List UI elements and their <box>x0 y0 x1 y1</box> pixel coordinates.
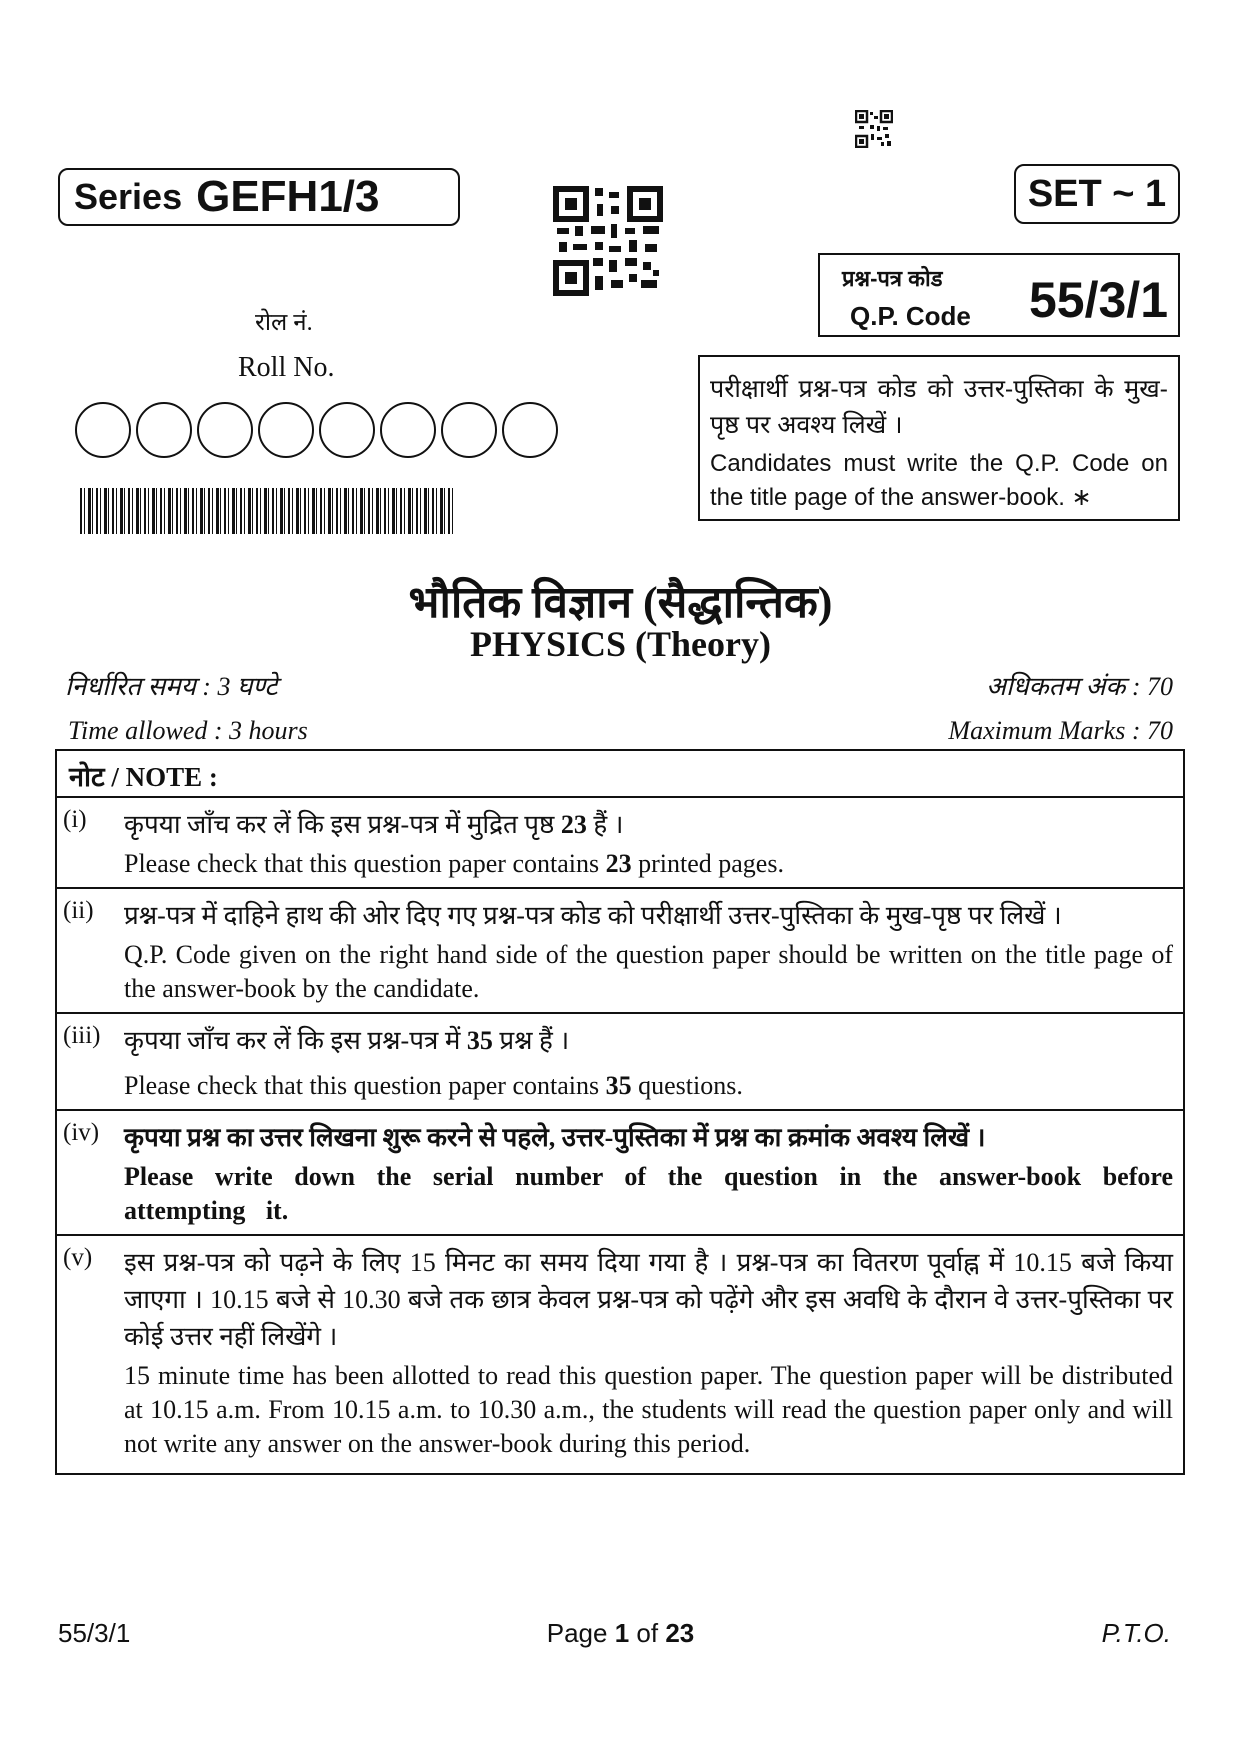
notes-heading: नोट / NOTE : <box>69 762 218 792</box>
instruction-english: Candidates must write the Q.P. Code on the title page of the answer-book. ∗ <box>710 450 1168 511</box>
note-text-english: Please check that this question paper contains 23 printed pages. <box>124 849 784 878</box>
series-box <box>58 168 460 226</box>
roll-digit-box[interactable] <box>136 402 192 458</box>
qp-code-label-hindi: प्रश्न-पत्र कोड <box>842 266 943 291</box>
qp-code-value: 55/3/1 <box>1028 272 1168 328</box>
note-number: (i) <box>63 806 87 833</box>
note-text-english: Please write down the serial number of the question in the answer-book before attempting it. <box>124 1162 1173 1225</box>
note-text-hindi: प्रश्न-पत्र में दाहिने हाथ की ओर दिए गए प्रश्न-पत्र कोड को परीक्षार्थी उत्तर-पुस्तिका के मुख-पृष्ठ पर लिखें । <box>124 901 1062 930</box>
series-label: Series <box>74 176 183 217</box>
time-allowed: Time allowed : 3 hours <box>68 716 308 745</box>
note-text-english: Please check that this question paper contains 35 questions. <box>124 1071 743 1100</box>
note-number: (v) <box>63 1244 93 1271</box>
roll-label: Roll No. <box>238 352 335 383</box>
roll-digit-box[interactable] <box>319 402 375 458</box>
note-item <box>57 887 1183 1012</box>
roll-digit-box[interactable] <box>258 402 314 458</box>
note-number: (iv) <box>63 1119 100 1146</box>
note-item <box>57 1109 1183 1234</box>
notes-table <box>55 749 1185 1475</box>
max-marks-hindi: अधिकतम अंक : 70 <box>986 672 1173 701</box>
time-allowed-hindi: निर्धारित समय : 3 घण्टे <box>65 672 278 701</box>
note-number: (iii) <box>63 1022 101 1049</box>
roll-digit-box[interactable] <box>502 402 558 458</box>
roll-digit-box[interactable] <box>441 402 497 458</box>
footer-qp-code: 55/3/1 <box>58 1618 131 1648</box>
page-number: Page 1 of 23 <box>546 1618 695 1648</box>
series-value: GEFH1/3 <box>196 172 380 221</box>
note-text-hindi: कृपया जाँच कर लें कि इस प्रश्न-पत्र में 35 प्रश्न हैं । <box>124 1026 570 1055</box>
roll-digit-box[interactable] <box>197 402 253 458</box>
note-text-hindi: इस प्रश्न-पत्र को पढ़ने के लिए 15 मिनट का समय दिया गया है । प्रश्न-पत्र का वितरण पूर्वाह्न में 10.15 बजे किया जाएगा । 10.15 बजे से 10.30 बजे तक छात्र केवल प्रश्न-पत्र को पढ़ेंगे और इस अवधि के दौरान वे उत्तर-पुस्तिका पर कोई उत्तर नहीं लिखेंगे । <box>124 1248 1173 1351</box>
instruction-box <box>698 355 1180 521</box>
note-text-english: Q.P. Code given on the right hand side of the question paper should be written on the title page of the answer-book by the candidate. <box>124 940 1173 1003</box>
qp-code-label: Q.P. Code <box>850 301 971 331</box>
note-item <box>57 796 1183 887</box>
qr-code <box>553 186 663 296</box>
qp-code-box <box>818 253 1180 337</box>
note-item <box>57 1012 1183 1109</box>
max-marks: Maximum Marks : 70 <box>948 716 1173 745</box>
small-qr-code <box>855 110 893 148</box>
title-hindi: भौतिक विज्ञान (सैद्धान्तिक) <box>408 578 833 627</box>
roll-digit-box[interactable] <box>75 402 131 458</box>
roll-label-hindi: रोल नं. <box>255 310 313 336</box>
note-text-hindi: कृपया प्रश्न का उत्तर लिखना शुरू करने से पहले, उत्तर-पुस्तिका में प्रश्न का क्रमांक अवश्य लिखें । <box>124 1123 986 1152</box>
note-text-english: 15 minute time has been allotted to read this question paper. The question paper will be distributed at 10.15 a.m. From 10.15 a.m. to 10.30 a.m., the students will read the question paper only and will not write any answer on the answer-book during this period. <box>124 1361 1173 1458</box>
set-box: SET ~ 1 <box>1014 164 1180 224</box>
roll-digit-box[interactable] <box>380 402 436 458</box>
note-item <box>57 1234 1183 1473</box>
note-text-hindi: कृपया जाँच कर लें कि इस प्रश्न-पत्र में मुद्रित पृष्ठ 23 हैं । <box>124 810 624 839</box>
notes-heading-row <box>57 751 1183 796</box>
instruction-hindi: परीक्षार्थी प्रश्न-पत्र कोड को उत्तर-पुस्तिका के मुख-पृष्ठ पर अवश्य लिखें । <box>710 375 1168 439</box>
barcode <box>80 488 456 534</box>
title-english: PHYSICS (Theory) <box>469 624 771 664</box>
please-turn-over: P.T.O. <box>1101 1618 1171 1648</box>
note-number: (ii) <box>63 897 94 924</box>
